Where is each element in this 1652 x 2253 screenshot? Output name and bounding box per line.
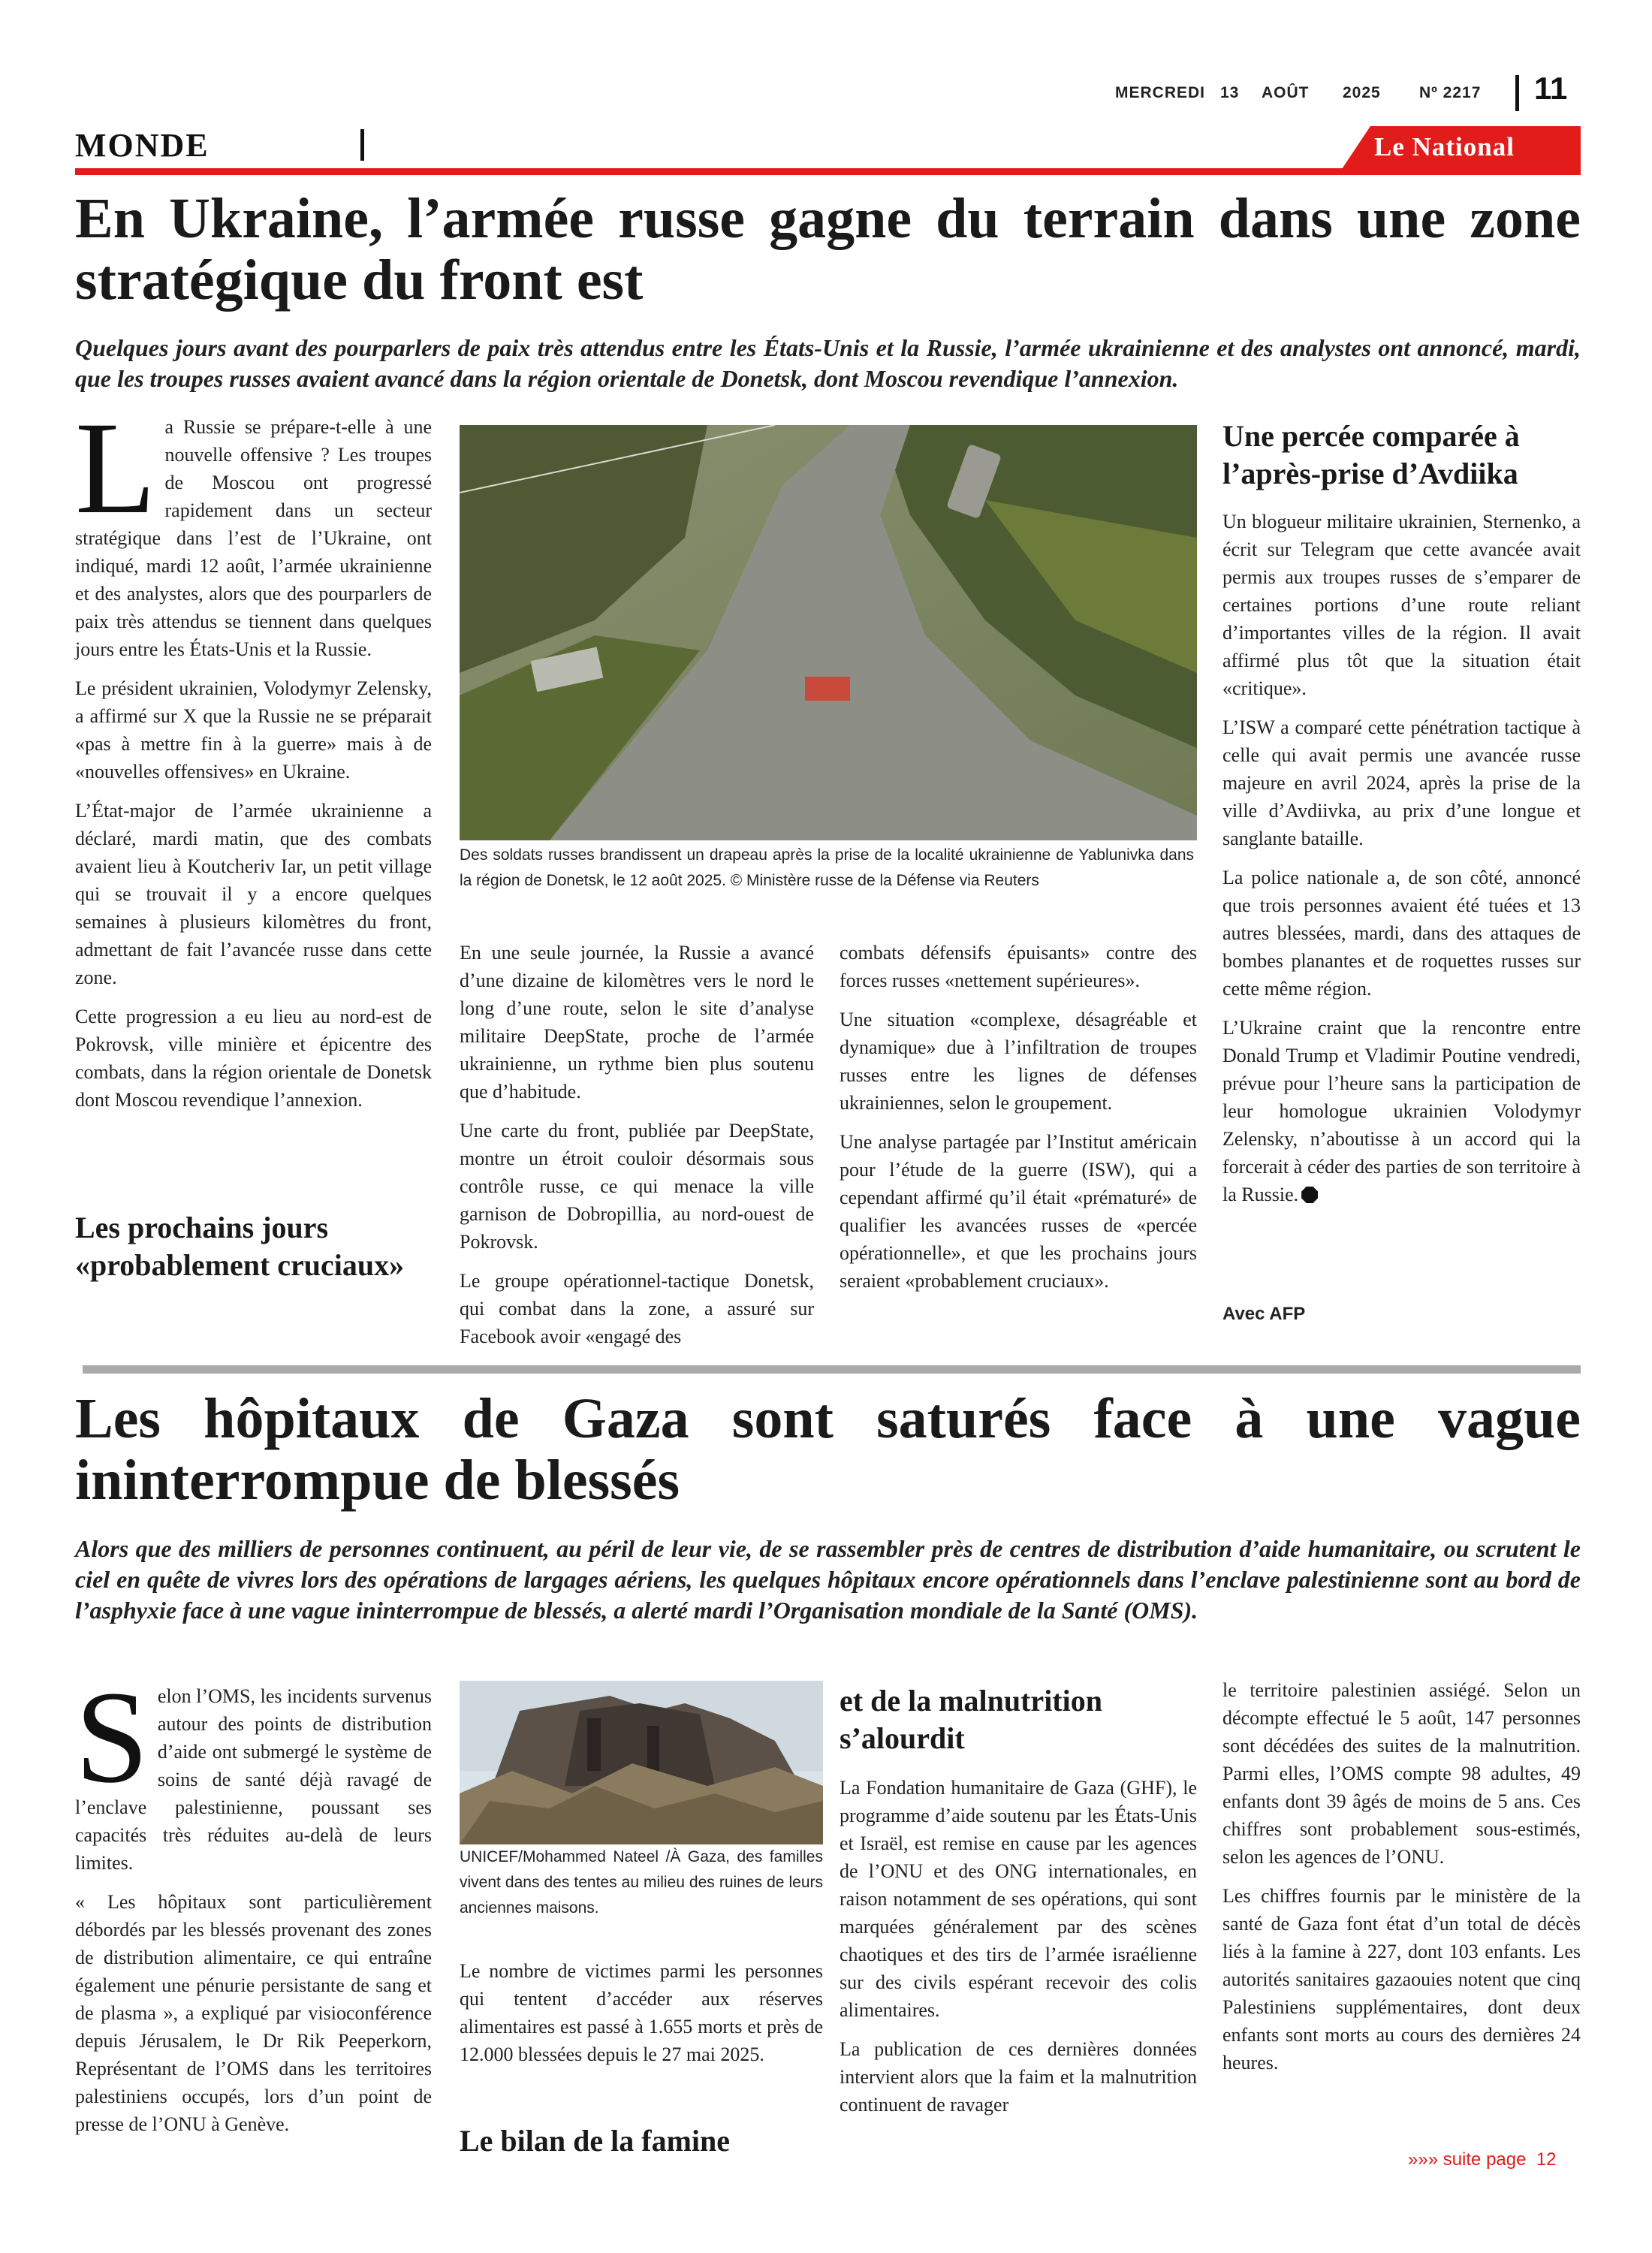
date-number: 13 (1220, 84, 1240, 101)
article2-headline: Les hôpitaux de Gaza sont saturés face à une vague ininterrompue de blessés (75, 1387, 1581, 1512)
article2-paragraph: La Fondation humanitaire de Gaza (GHF), le programme d’aide soutenu par les États-Unis et Israël, est remise en cause par les agences de l’ONU et des ONG internationales, en raison notamment de ses opérations, qui sont marquées généralement par des scènes chaotiques et des tirs de l’armée israélienne sur des civils espérant recevoir des colis alimentaires. (840, 1777, 1197, 2021)
article2-paragraph: le territoire palestinien assiégé. Selon un décompte effectué le 5 août, 147 personnes sont décédées des suites de la malnutrition. Parmi elles, l’OMS compte 98 adultes, 49 enfants dont 39 âgés de moins de 5 ans. Ces chiffres sont probablement sous-estimés, selon les agences de l’ONU. (1222, 1679, 1581, 1868)
article1-photo (460, 425, 1197, 840)
article1-paragraph: L’Ukraine craint que la rencontre entre Donald Trump et Vladimir Poutine vendredi, prévue pour l’heure sans la participation de leur homologue ukrainien Volodymyr Zelensky, n’aboutisse à un accord qui la forcerait à céder des parties de son territoire à la Russie. (1222, 1017, 1581, 1205)
article2-column-2 (460, 1957, 823, 2080)
article-divider (83, 1365, 1581, 1374)
dropcap: L (75, 395, 156, 541)
article2-paragraph: Selon l’OMS, les incidents survenus autour des points de distribution d’aide ont submergé le système de soins de santé déjà ravagé de l’enclave palestinienne, poussant ses capacités très réduites au-delà de leurs limites. (75, 1664, 432, 1874)
article2-paragraph: Le nombre de victimes parmi les personnes qui tentent d’accéder aux réserves alimentaires est passé à 1.655 morts et près de 12.000 blessées depuis le 27 mai 2025. (460, 1960, 823, 2065)
article1-paragraph: La police nationale a, de son côté, annoncé que trois personnes avaient été tuées et 13 autres blessées, mardi, dans des attaques de bombes planantes et de roquettes russes sur cette même région. (1222, 867, 1581, 1000)
article1-paragraph: combats défensifs épuisants» contre des forces russes «nettement supérieures». (840, 942, 1197, 991)
issue-number: Nº 2217 (1419, 84, 1482, 101)
article1-paragraph: L’État-major de l’armée ukrainienne a déclaré, mardi matin, que des combats avaient lieu à Koutcheriv Iar, un petit village qui se trouvait il y a encore quelques semaines à plusieurs kilomètres du front, admettant de fait l’avancée russe dans cette zone. (75, 800, 432, 988)
date-day: MERCREDI (1115, 84, 1206, 101)
article2-column-4 (1222, 1676, 1581, 2088)
article2-column-1 (75, 1664, 432, 2149)
soldiers-road-photo (460, 425, 1197, 840)
section-title: MONDE (75, 127, 210, 164)
article1-paragraph: Une situation «complexe, désagréable et dynamique» due à l’infiltration de troupes russes entre les lignes de défenses ukrainiennes, selon le groupement. (840, 1009, 1197, 1114)
continued-page-number: 12 (1536, 2149, 1557, 2170)
article2-subhead-2: et de la malnutrition s’alourdit (840, 1684, 1102, 1755)
article1-standfirst: Quelques jours avant des pourparlers de paix très attendus entre les États-Unis et la Russie, l’armée ukrainienne et des analystes ont annoncé, mardi, que les troupes russes avaient avancé dans la région orientale de Donetsk, dont Moscou revendique l’annexion. (75, 334, 1581, 392)
article1-subhead-1: Les prochains jours «probablement cruciaux» (75, 1211, 405, 1282)
article1-column-4 (1222, 508, 1581, 1220)
article2-paragraph: Les chiffres fournis par le ministère de la santé de Gaza font état d’un total de décès liés à la famine à 227, dont 103 enfants. Les autorités sanitaires gazaouies notent que cinq Palestiniens supplémentaires, dont deux enfants sont morts au cours des dernières 24 heures. (1222, 1885, 1581, 2074)
page-number-separator (1515, 75, 1519, 111)
article2-photo (460, 1681, 823, 1844)
article1-paragraph: La Russie se prépare-t-elle à une nouvelle offensive ? Les troupes de Moscou ont progressé rapidement dans un secteur stratégique dans l’est de l’Ukraine, ont indiqué, mardi 12 août, l’armée ukrainienne et des analystes, alors que des pourparlers de paix très attendus se tiennent dans quelques jours entre les États-Unis et la Russie. (75, 395, 432, 660)
article1-column-1 (75, 395, 432, 1125)
continued-on-page[interactable] (1408, 2149, 1557, 2170)
article2-column-3 (840, 1774, 1197, 2130)
date-month: AOÛT (1262, 84, 1310, 101)
article1-paragraph: Une analyse partagée par l’Institut américain pour l’étude de la guerre (ISW), qui a cependant affirmé qu’il était «prématuré» de qualifier les avancées russes de «percée opérationnelle», et que les prochains jours seraient «probablement cruciaux». (840, 1131, 1197, 1292)
article1-paragraph: Cette progression a eu lieu au nord-est de Pokrovsk, ville minière et épicentre des combats, dans la région orientale de Donetsk dont Moscou revendique l’annexion. (75, 1006, 432, 1111)
article1-paragraph: Un blogueur militaire ukrainien, Sternenko, a écrit sur Telegram que cette avancée avait permis aux troupes russes de s’emparer de certaines portions d’une route reliant d’importantes villes de la région. Il avait affirmé plus tôt que la situation était «critique». (1222, 511, 1581, 699)
article2-photo-caption: UNICEF/Mohammed Nateel /À Gaza, des familles vivent dans des tentes au milieu des ruines de leurs anciennes maisons. (460, 1848, 823, 1917)
article2-standfirst: Alors que des milliers de personnes continuent, au péril de leur vie, de se rassembler près de centres de distribution d’aide humanitaire, ou scrutent le ciel en quête de vivres lors des opérations de largages aériens, les quelques hôpitaux encore opérationnels dans l’enclave palestinienne sont au bord de l’asphyxie face à une vague ininterrompue de blessés, a alerté mardi l’Organisation mondiale de la Santé (OMS). (75, 1535, 1581, 1624)
article1-paragraph: Une carte du front, publiée par DeepState, montre un étroit couloir désormais sous contrôle russe, ce qui menace la ville garnison de Dobropillia, au nord-ouest de Pokrovsk. (460, 1120, 814, 1253)
page-number: 11 (1534, 71, 1568, 106)
article1-paragraph: L’ISW a comparé cette pénétration tactique à celle qui avait permis une avancée russe majeure en avril 2024, après la prise de la ville d’Avdiivka, au prix d’une longue et sanglante bataille. (1222, 716, 1581, 849)
article1-column-3 (840, 939, 1197, 1306)
dropcap: S (75, 1664, 149, 1811)
article1-photo-caption: Des soldats russes brandissent un drapeau après la prise de la localité ukrainienne de Yablunivka dans la région de Donetsk, le 12 août 2025. © Ministère russe de la Défense via Reuters (460, 846, 1194, 889)
article1-paragraph: En une seule journée, la Russie a avancé d’une dizaine de kilomètres vers le nord le long d’une route, selon le site d’analyse militaire DeepState, proche de l’armée ukrainienne, un rythme bien plus soutenu que d’habitude. (460, 942, 814, 1102)
article2-paragraph: La publication de ces dernières données intervient alors que la faim et la malnutrition continuent de ravager (840, 2038, 1197, 2116)
header-rule (75, 168, 1581, 175)
brand-name: Le National (1374, 132, 1515, 161)
article1-paragraph: Le président ukrainien, Volodymyr Zelensky, a affirmé sur X que la Russie ne se préparait «pas à mettre fin à la guerre» mais à de «nouvelles offensives» en Ukraine. (75, 677, 432, 783)
section-separator (360, 129, 364, 161)
article1-column-2 (460, 939, 814, 1362)
continued-label: »»» suite page (1408, 2149, 1527, 2170)
article2-paragraph: « Les hôpitaux sont particulièrement débordés par les blessés provenant des zones de distribution alimentaire, ce qui entraîne également une pénurie persistante de sang et de plasma », a expliqué par visioconférence depuis Jérusalem, le Dr Rik Peeperkorn, Représentant de l’OMS dans les territoires palestiniens occupés, lors d’un point de presse de l’ONU à Genève. (75, 1891, 432, 2135)
article1-signoff: Avec AFP (1222, 1304, 1306, 1324)
article1-subhead-2: Une percée comparée à l’après-prise d’Avdiika (1222, 419, 1520, 490)
date-year: 2025 (1343, 84, 1381, 101)
gaza-tents-photo (460, 1681, 823, 1844)
end-of-article-icon (1301, 1187, 1318, 1203)
article2-subhead-1: Le bilan de la famine (460, 2124, 731, 2158)
article1-paragraph: Le groupe opérationnel-tactique Donetsk, qui combat dans la zone, a assuré sur Facebook avoir «engagé des (460, 1270, 814, 1347)
article1-headline: En Ukraine, l’armée russe gagne du terrain dans une zone stratégique du front est (75, 187, 1581, 312)
